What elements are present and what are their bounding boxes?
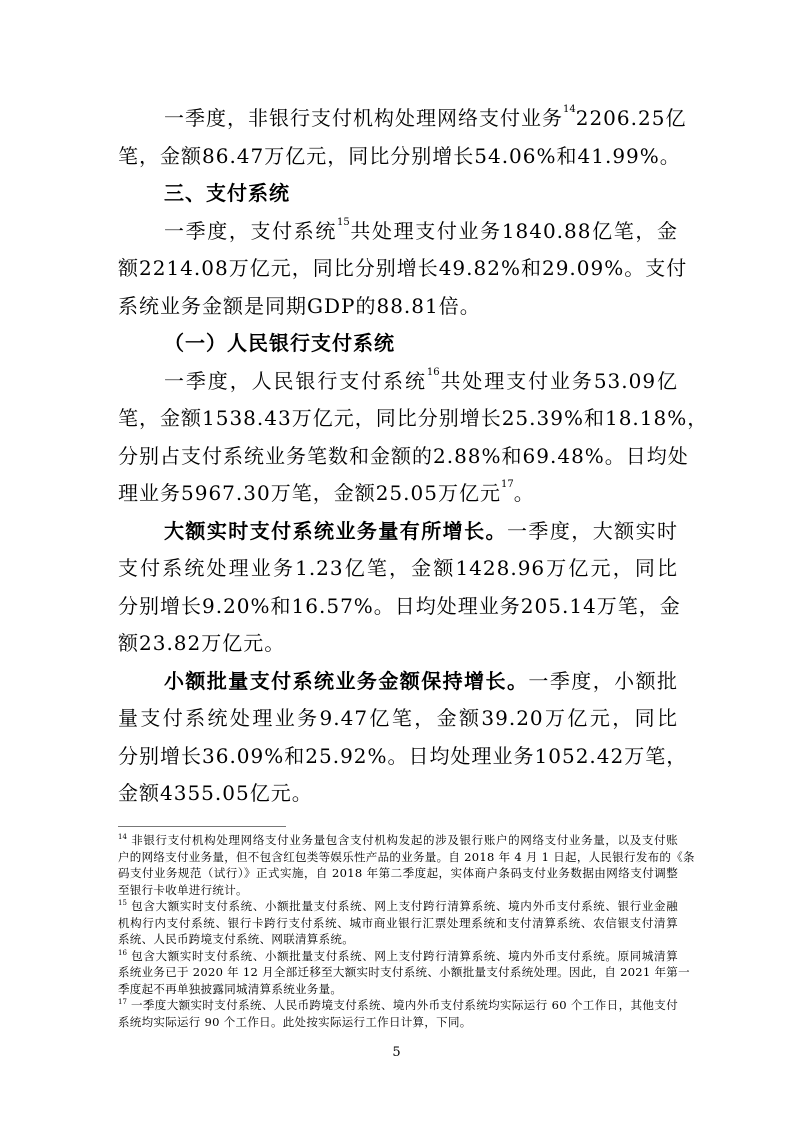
text-span: （一）人民银行支付系统	[164, 331, 395, 355]
text-span: 一季度，小额批	[528, 668, 679, 693]
footnote-line	[118, 948, 678, 965]
text-span: 量支付系统处理业务9.47亿笔，金额39.20万亿元，同比	[118, 706, 678, 730]
text-span: 分别增长36.09%和25.92%。日均处理业务1052.42万笔，	[118, 743, 688, 768]
footnote-line	[118, 898, 678, 915]
text-span: 户的网络支付业务量，但不包含红包类等娱乐性产品的业务量。自 2018 年 4 月 1 日起，人民银行发布的《条	[118, 849, 695, 864]
bold-lead-text: 小额批量支付系统业务金额保持增长。	[164, 668, 529, 693]
text-span: 一季度，大额实时	[506, 518, 679, 543]
text-span: 一季度，支付系统	[164, 218, 338, 243]
footnote-line	[118, 865, 678, 882]
text-line	[118, 438, 689, 476]
text-line	[118, 700, 678, 738]
text-line	[118, 588, 681, 626]
text-line	[118, 288, 678, 326]
text-span: 系统、人民币跨境支付系统、网联清算系统。	[118, 932, 354, 946]
text-line	[118, 325, 678, 363]
text-span: 额23.82万亿元。	[118, 631, 286, 655]
footnote	[118, 948, 690, 998]
text-span: 理业务5967.30万笔，金额25.05万亿元	[118, 481, 501, 505]
paragraph	[118, 663, 688, 813]
text-span: 机构行内支付系统、银行卡跨行支付系统、城市商业银行汇票处理系统和支付清算系统、农信银支付清算	[118, 915, 678, 930]
text-line	[118, 775, 678, 813]
text-line	[118, 625, 678, 663]
text-span: 系统业务已于 2020 年 12 月全部迁移至大额实时支付系统、小额批量支付系统处理。因此，自 2021 年第一	[118, 965, 690, 979]
footnote-line	[118, 997, 678, 1014]
page-number: 5	[392, 1045, 401, 1060]
text-span: 笔，金额86.47万亿元，同比分别增长54.06%和41.99%。	[118, 143, 681, 168]
text-line	[118, 550, 678, 588]
footnote-line	[118, 964, 690, 981]
text-line	[118, 663, 678, 701]
footnote-ref: 15	[337, 216, 350, 228]
footnote-line	[118, 915, 678, 932]
text-span: 笔，金额1538.43万亿元，同比分别增长25.39%和18.18%，	[118, 406, 709, 430]
footnote-ref: 14	[563, 104, 576, 115]
footnote-ref: 15	[118, 899, 127, 907]
text-span: 金额4355.05亿元。	[118, 781, 313, 805]
text-span: 一季度，非银行支付机构处理网络支付业务	[164, 106, 563, 130]
paragraph	[118, 513, 681, 663]
text-span: 共处理支付业务53.09亿	[439, 368, 678, 393]
footnote-line	[118, 981, 678, 998]
text-span: 一季度，人民银行支付系统	[164, 368, 427, 393]
footnote-line	[118, 832, 678, 849]
text-span: 。	[513, 481, 535, 505]
footnote-ref: 14	[118, 833, 127, 841]
paragraph	[118, 213, 688, 326]
footnote	[118, 898, 678, 948]
footnote-line	[118, 849, 695, 866]
text-span: 系统均实际运行 90 个工作日。此处按实际运行工作日计算，下同。	[118, 1014, 472, 1029]
text-line	[118, 400, 709, 438]
text-line	[118, 250, 688, 288]
text-line	[118, 175, 678, 213]
text-span: 非银行支付机构处理网络支付业务量包含支付机构发起的涉及银行账户的网络支付业务量，以及支付账	[126, 833, 678, 847]
text-span: 码支付业务规范（试行）》正式实施，自 2018 年第二季度起，实体商户条码支付业务数据由网络支付调整	[118, 866, 678, 880]
text-span: 分别增长9.20%和16.57%。日均处理业务205.14万笔，金	[118, 593, 681, 618]
subsection-heading	[118, 325, 678, 363]
footnotes	[118, 832, 695, 1030]
footnote-ref: 16	[118, 948, 127, 957]
footnote-separator	[118, 826, 286, 827]
text-span: 一季度大额实时支付系统、人民币跨境支付系统、境内外币支付系统均实际运行 60 个工作日，其他支付	[126, 998, 678, 1012]
text-span: 额2214.08万亿元，同比分别增长49.82%和29.09%。支付	[118, 256, 688, 280]
text-span: 包含大额实时支付系统、小额批量支付系统、网上支付跨行清算系统、境内外币支付系统。原同城清算	[126, 948, 678, 963]
text-line	[118, 363, 678, 401]
footnote	[118, 832, 695, 898]
section-heading	[118, 175, 678, 213]
text-line	[118, 100, 687, 138]
text-span: 共处理支付业务1840.88亿笔，金	[349, 218, 678, 243]
document-body	[118, 100, 709, 813]
text-line	[118, 738, 688, 776]
footnote-line	[118, 931, 678, 948]
bold-lead-text: 大额实时支付系统业务量有所增长。	[164, 518, 507, 543]
text-span: 2206.25亿	[575, 106, 687, 130]
text-line	[118, 513, 678, 551]
text-span: 季度起不再单独披露同城清算系统业务量。	[118, 981, 343, 996]
footnote-line	[118, 882, 678, 899]
text-span: 系统业务金额是同期GDP的88.81倍。	[118, 293, 481, 318]
footnote-ref: 17	[500, 479, 514, 490]
text-span: 支付系统处理业务1.23亿笔，金额1428.96万亿元，同比	[118, 556, 678, 580]
paragraph	[118, 100, 687, 175]
footnote-ref: 17	[118, 998, 127, 1006]
footnote	[118, 997, 678, 1030]
text-line	[118, 475, 678, 513]
text-line	[118, 213, 678, 251]
text-span: 三、支付系统	[164, 181, 290, 205]
footnote-ref: 16	[426, 366, 440, 378]
footnote-line	[118, 1014, 678, 1031]
text-span: 至银行卡收单进行统计。	[118, 882, 248, 897]
text-span: 分别占支付系统业务笔数和金额的2.88%和69.48%。日均处	[118, 443, 689, 468]
paragraph	[118, 363, 709, 513]
text-line	[118, 138, 681, 176]
text-span: 包含大额实时支付系统、小额批量支付系统、网上支付跨行清算系统、境内外币支付系统、银行业金融	[126, 899, 678, 913]
